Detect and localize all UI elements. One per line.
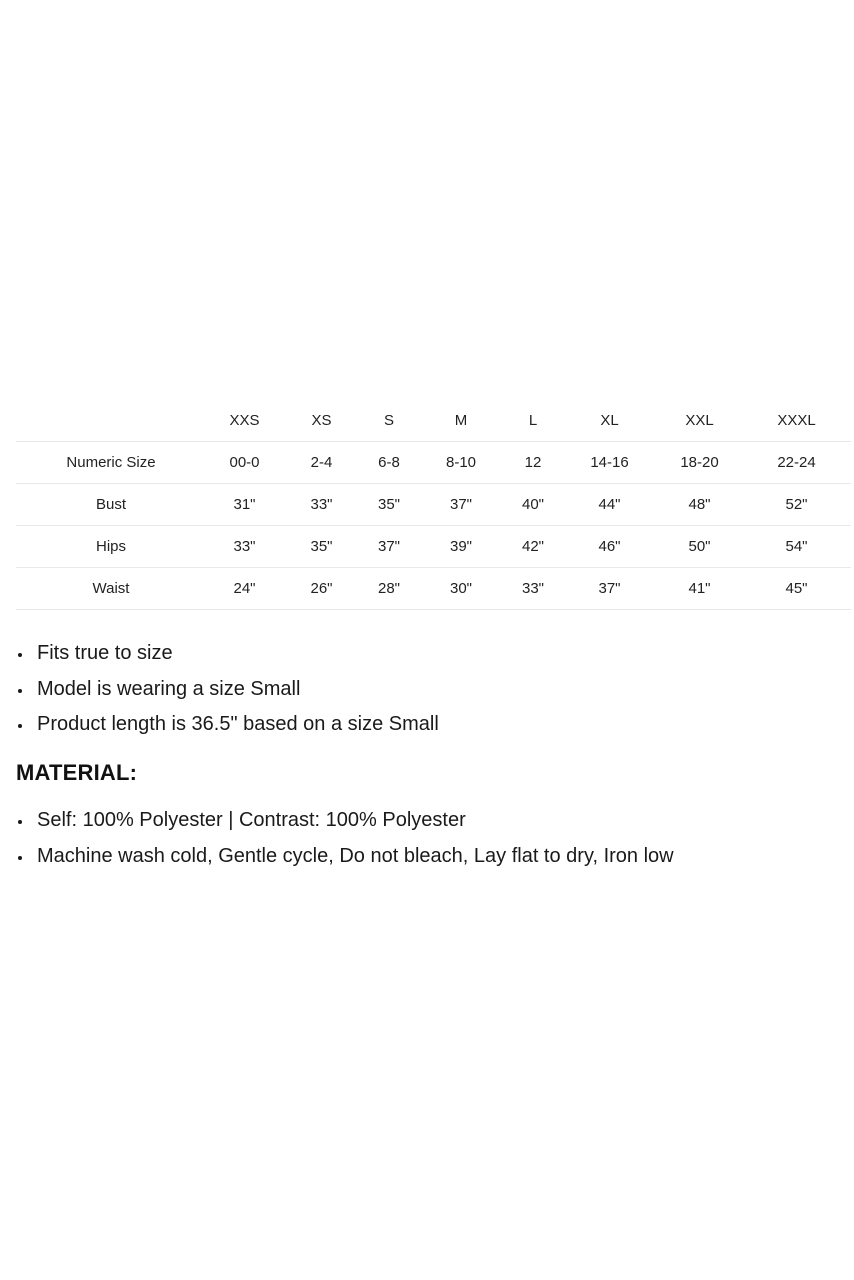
size-header-xxxl: XXXL — [742, 400, 851, 442]
table-cell: 33" — [206, 526, 283, 568]
list-item: Model is wearing a size Small — [16, 672, 439, 708]
size-header-l: L — [504, 400, 562, 442]
table-cell: 28" — [360, 568, 418, 610]
table-cell: 6-8 — [360, 442, 418, 484]
table-cell: 54" — [742, 526, 851, 568]
fit-notes-list — [16, 636, 439, 743]
size-header-xxs: XXS — [206, 400, 283, 442]
material-list — [16, 803, 674, 874]
table-cell: 22-24 — [742, 442, 851, 484]
table-cell: 18-20 — [657, 442, 742, 484]
table-cell: 33" — [283, 484, 360, 526]
size-chart-table — [16, 400, 851, 610]
table-cell: 24" — [206, 568, 283, 610]
table-cell: 31" — [206, 484, 283, 526]
table-cell: 2-4 — [283, 442, 360, 484]
table-cell: 00-0 — [206, 442, 283, 484]
size-header-xs: XS — [283, 400, 360, 442]
table-row-bust — [16, 484, 851, 526]
table-cell: 39" — [418, 526, 504, 568]
table-cell: 35" — [283, 526, 360, 568]
size-header-s: S — [360, 400, 418, 442]
list-item: Fits true to size — [16, 636, 439, 672]
table-cell: 37" — [562, 568, 657, 610]
table-cell: 52" — [742, 484, 851, 526]
row-label: Hips — [16, 526, 206, 568]
table-cell: 8-10 — [418, 442, 504, 484]
table-cell: 48" — [657, 484, 742, 526]
list-item: Self: 100% Polyester | Contrast: 100% Polyester — [16, 803, 674, 839]
table-cell: 37" — [360, 526, 418, 568]
table-cell: 14-16 — [562, 442, 657, 484]
table-cell: 30" — [418, 568, 504, 610]
row-label: Numeric Size — [16, 442, 206, 484]
table-row-waist — [16, 568, 851, 610]
size-header-xl: XL — [562, 400, 657, 442]
table-row-hips — [16, 526, 851, 568]
size-header-xxl: XXL — [657, 400, 742, 442]
table-cell: 45" — [742, 568, 851, 610]
row-label: Bust — [16, 484, 206, 526]
size-header-row — [16, 400, 851, 442]
table-cell: 40" — [504, 484, 562, 526]
size-header-blank — [16, 400, 206, 442]
list-item: Product length is 36.5" based on a size Small — [16, 707, 439, 743]
size-header-m: M — [418, 400, 504, 442]
material-heading: MATERIAL: — [16, 760, 138, 785]
table-cell: 12 — [504, 442, 562, 484]
table-row-numeric-size — [16, 442, 851, 484]
table-cell: 44" — [562, 484, 657, 526]
list-item: Machine wash cold, Gentle cycle, Do not bleach, Lay flat to dry, Iron low — [16, 839, 674, 875]
table-cell: 35" — [360, 484, 418, 526]
table-cell: 37" — [418, 484, 504, 526]
table-cell: 50" — [657, 526, 742, 568]
row-label: Waist — [16, 568, 206, 610]
table-cell: 46" — [562, 526, 657, 568]
table-cell: 26" — [283, 568, 360, 610]
table-cell: 42" — [504, 526, 562, 568]
table-cell: 33" — [504, 568, 562, 610]
table-cell: 41" — [657, 568, 742, 610]
